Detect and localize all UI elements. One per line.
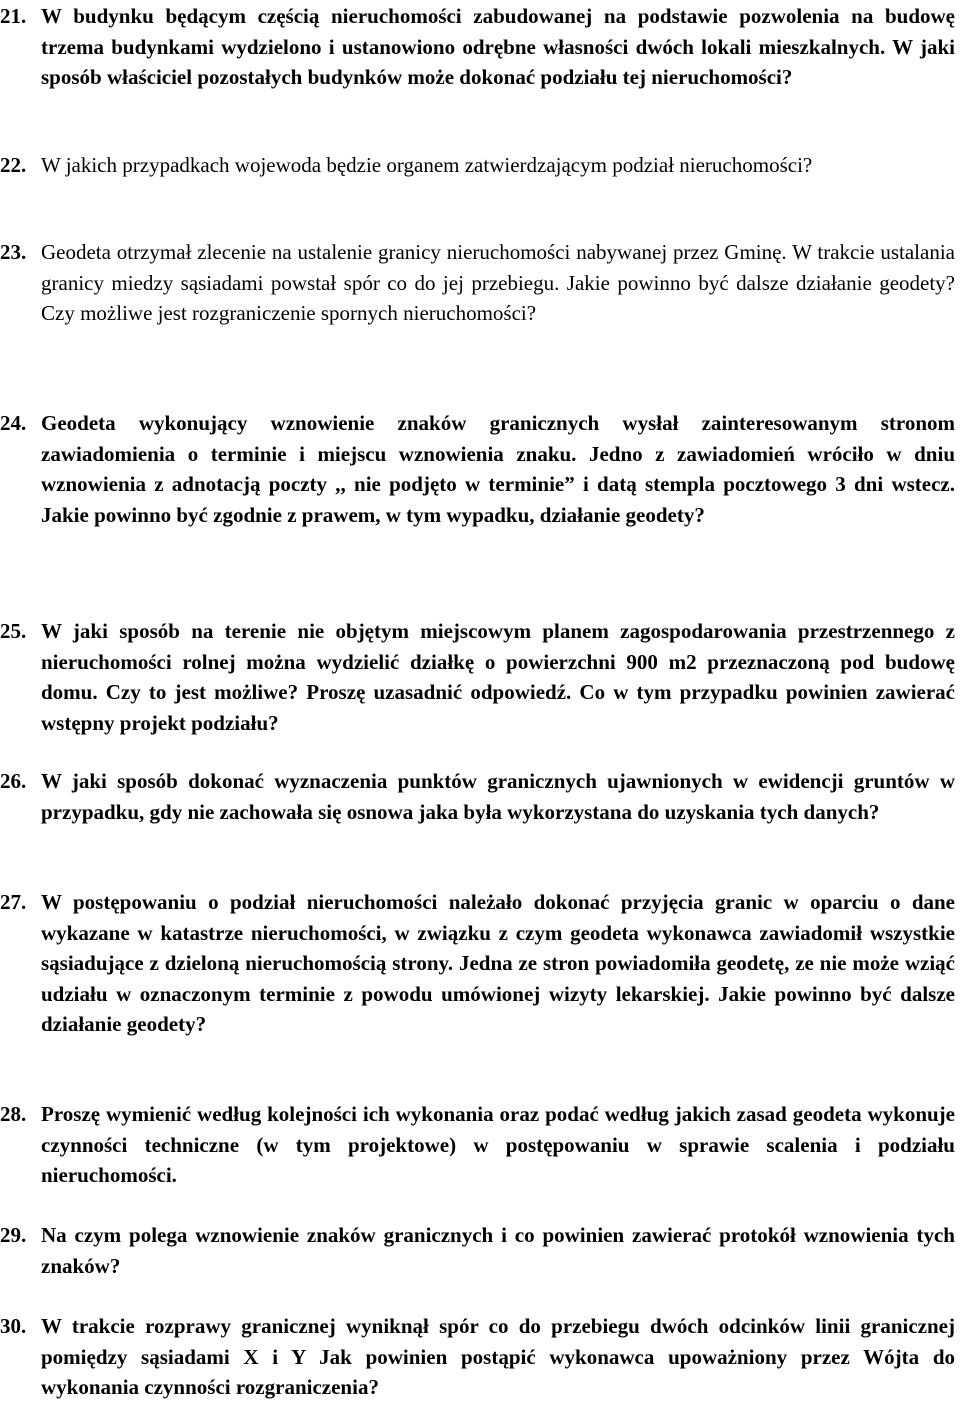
question-text: W budynku będącym częścią nieruchomości zabudowanej na podstawie pozwolenia na budowę trzema budynkami wydzielono i ustanowiono odrębne własności dwóch lokali mieszkalnych. W jaki sposób właściciel pozostałych budynków może dokonać podziału tej nieruchomości? bbox=[41, 4, 955, 89]
question-number: 30. bbox=[0, 1314, 27, 1338]
question-number: 23. bbox=[0, 240, 27, 264]
question-number: 26. bbox=[0, 769, 27, 793]
question-text: W postępowaniu o podział nieruchomości należało dokonać przyjęcia granic w oparciu o dane wykazane w katastrze nieruchomości, w związku z czym geodeta wykonawca zawiadomił wszystkie sąsiadujące z dzieloną nieruchomością strony. Jedna ze stron powiadomiła geodetę, ze nie może wziąć udziału w oznaczonym terminie z powodu umówionej wizyty lekarskiej. Jakie powinno być dalsze działanie geodety? bbox=[41, 890, 955, 1036]
question-text: Na czym polega wznowienie znaków granicznych i co powinien zawierać protokół wznowienia tych znaków? bbox=[41, 1223, 955, 1278]
question-text: Proszę wymienić według kolejności ich wykonania oraz podać według jakich zasad geodeta wykonuje czynności techniczne (w tym projektowe) w postępowaniu w sprawie scalenia i podziału nieruchomości. bbox=[41, 1102, 955, 1187]
question-text: Geodeta wykonujący wznowienie znaków granicznych wysłał zainteresowanym stronom zawiadomienia o terminie i miejscu wznowienia znaku. Jedno z zawiadomień wróciło w dniu wznowienia z adnotacją poczty ,, nie podjęto w terminie” i datą stempla pocztowego 3 dni wstecz. Jakie powinno być zgodnie z prawem, w tym wypadku, działanie geodety? bbox=[41, 411, 955, 527]
question-text: W trakcie rozprawy granicznej wyniknął spór co do przebiegu dwóch odcinków linii granicznej pomiędzy sąsiadami X i Y Jak powinien postąpić wykonawca upoważniony przez Wójta do wykonania czynności rozgraniczenia? bbox=[41, 1314, 955, 1399]
question-number: 21. bbox=[0, 4, 27, 28]
question-text: W jakich przypadkach wojewoda będzie organem zatwierdzającym podział nieruchomości? bbox=[41, 153, 813, 177]
question-number: 24. bbox=[0, 411, 27, 435]
question-number: 25. bbox=[0, 619, 27, 643]
question-number: 27. bbox=[0, 890, 27, 914]
question-number: 28. bbox=[0, 1102, 27, 1126]
question-text: W jaki sposób na terenie nie objętym miejscowym planem zagospodarowania przestrzennego z nieruchomości rolnej można wydzielić działkę o powierzchni 900 m2 przeznaczoną pod budowę domu. Czy to jest możliwe? Proszę uzasadnić odpowiedź. Co w tym przypadku powinien zawierać wstępny projekt podziału? bbox=[41, 619, 955, 735]
question-text: Geodeta otrzymał zlecenie na ustalenie granicy nieruchomości nabywanej przez Gminę. W trakcie ustalania granicy miedzy sąsiadami powstał spór co do jej przebiegu. Jakie powinno być dalsze działanie geodety? Czy możliwe jest rozgraniczenie spornych nieruchomości? bbox=[41, 240, 955, 325]
question-number: 29. bbox=[0, 1223, 27, 1247]
question-text: W jaki sposób dokonać wyznaczenia punktów granicznych ujawnionych w ewidencji gruntów w przypadku, gdy nie zachowała się osnowa jaka była wykorzystana do uzyskania tych danych? bbox=[41, 769, 955, 824]
question-number: 22. bbox=[0, 153, 27, 177]
